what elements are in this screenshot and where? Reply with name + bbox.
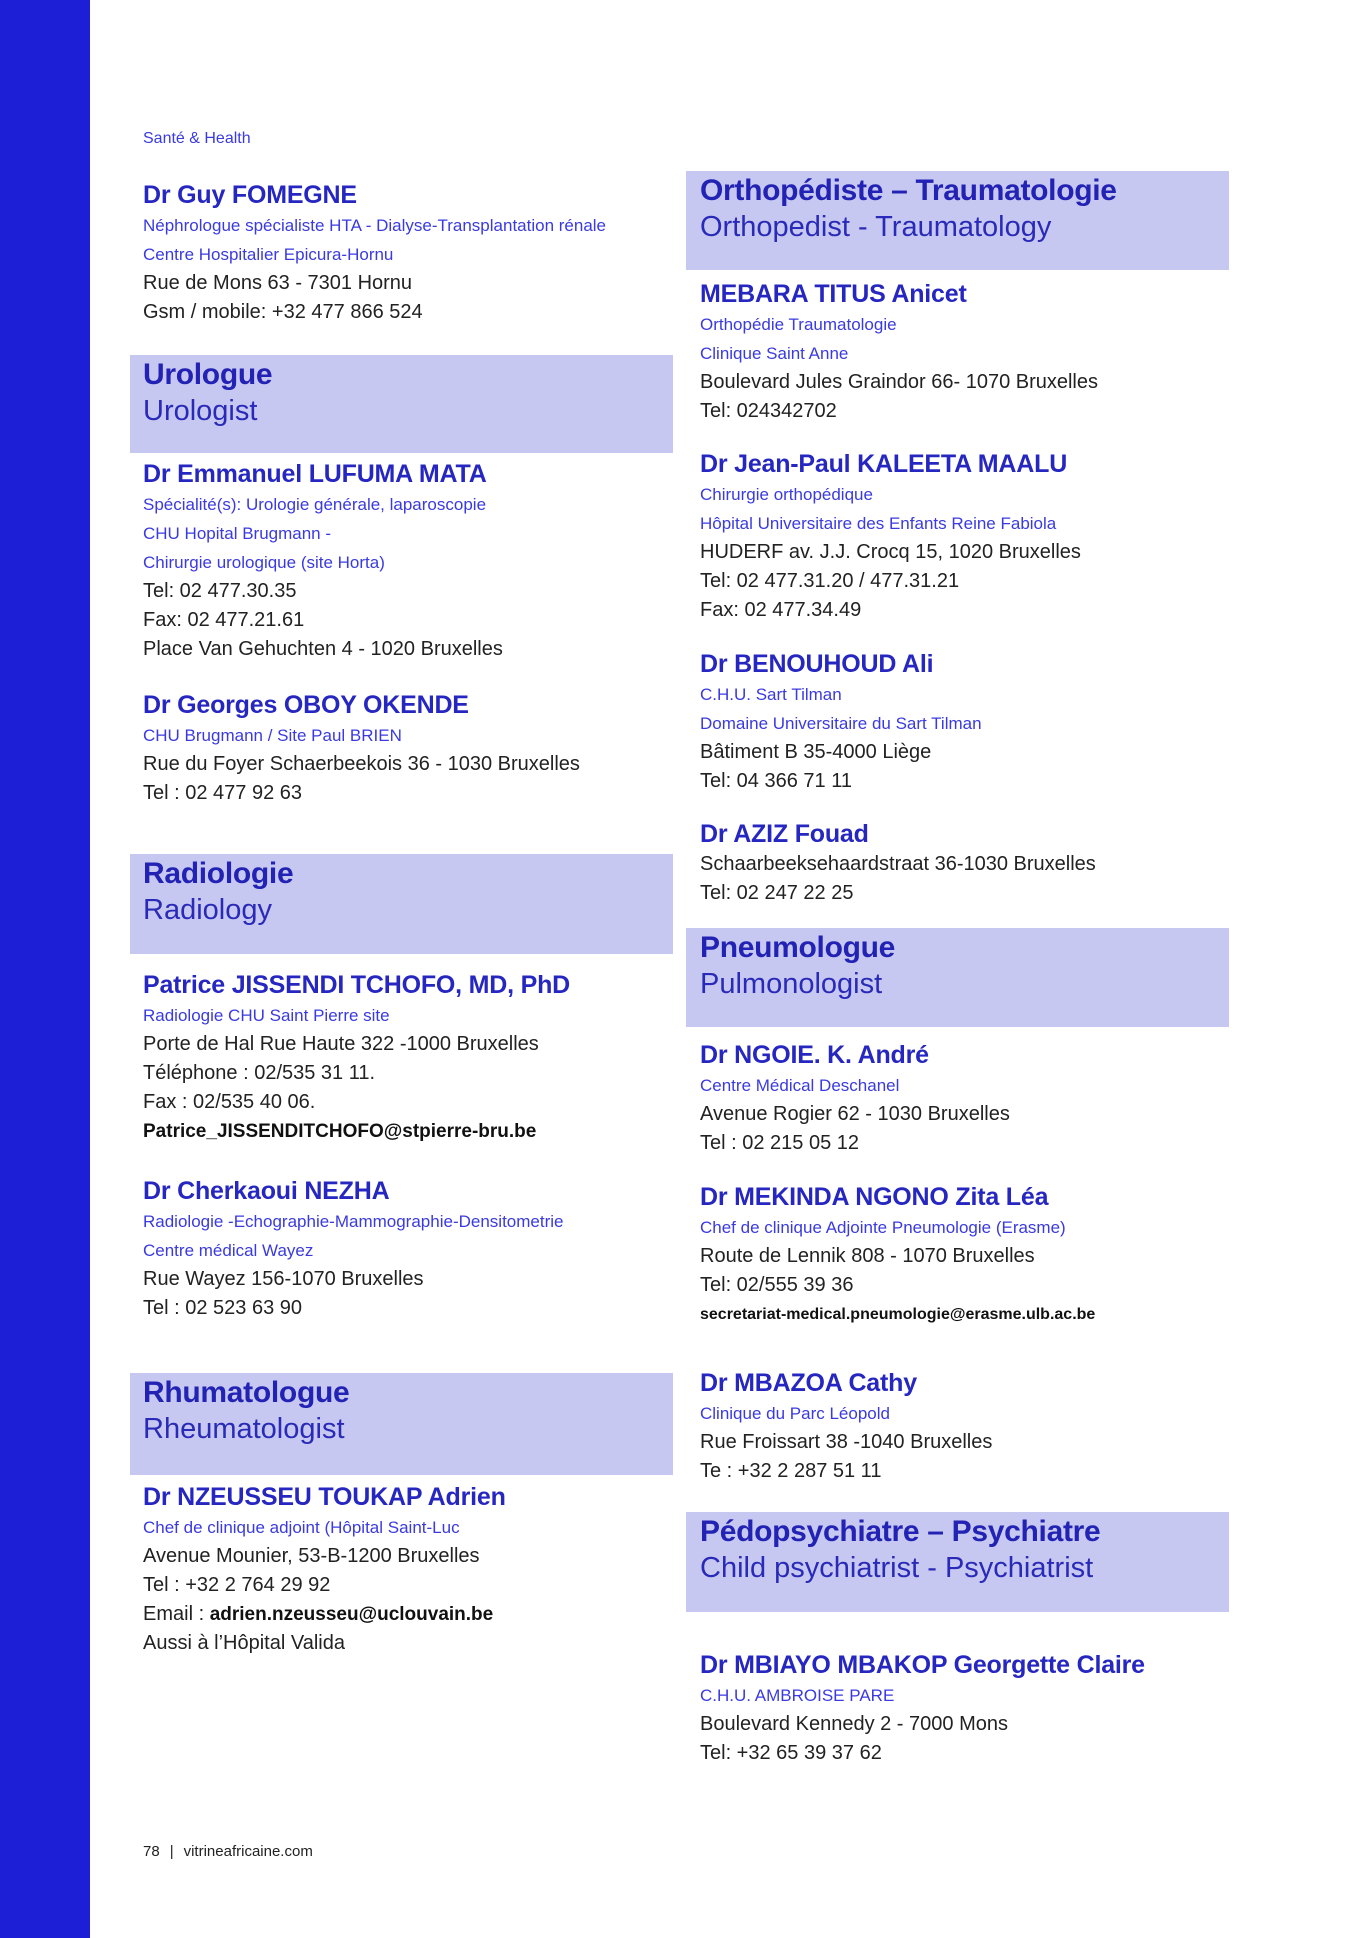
- section-subtitle: Rheumatologist: [143, 1413, 345, 1445]
- doctor-entry-lufuma: [143, 458, 671, 664]
- address-line: Rue Wayez 156-1070 Bruxelles: [143, 1268, 424, 1290]
- section-title: Pneumologue: [700, 931, 896, 964]
- doctor-name: Dr AZIZ Fouad: [700, 820, 869, 848]
- phone-line: Tel : 02 523 63 90: [143, 1297, 303, 1319]
- phone-line: Tel : 02 477 92 63: [143, 782, 303, 804]
- institution-line: CHU Hopital Brugmann -: [143, 524, 332, 543]
- specialty-line: Orthopédie Traumatologie: [700, 315, 897, 334]
- institution-line: C.H.U. AMBROISE PARE: [700, 1686, 895, 1705]
- section-header-urologue: [130, 355, 673, 453]
- institution-line: Chirurgie urologique (site Horta): [143, 553, 385, 572]
- doctor-name: Dr BENOUHOUD Ali: [700, 650, 934, 678]
- institution-line: C.H.U. Sart Tilman: [700, 685, 842, 704]
- phone-line: Te : +32 2 287 51 11: [700, 1460, 882, 1482]
- institution-line: Hôpital Universitaire des Enfants Reine Fabiola: [700, 514, 1057, 533]
- email-line: [143, 1600, 671, 1629]
- section-subtitle: Pulmonologist: [700, 968, 883, 1000]
- institution-line: Domaine Universitaire du Sart Tilman: [700, 714, 982, 733]
- doctor-name: Dr NZEUSSEU TOUKAP Adrien: [143, 1483, 506, 1511]
- footer-separator: |: [169, 1843, 174, 1860]
- doctor-entry-aziz: [700, 818, 1228, 908]
- specialty-line: Radiologie -Echographie-Mammographie-Densitometrie: [143, 1212, 564, 1231]
- specialty-line: Spécialité(s): Urologie générale, laparoscopie: [143, 495, 487, 514]
- doctor-name: Patrice JISSENDI TCHOFO, MD, PhD: [143, 971, 571, 999]
- fax-line: Fax : 02/535 40 06.: [143, 1091, 316, 1113]
- specialty-line: Chirurgie orthopédique: [700, 485, 873, 504]
- doctor-entry-mbazoa: [700, 1367, 1228, 1486]
- address-line: Rue de Mons 63 - 7301 Hornu: [143, 272, 413, 294]
- address-line: Avenue Mounier, 53-B-1200 Bruxelles: [143, 1545, 480, 1567]
- address-line: Rue Froissart 38 -1040 Bruxelles: [700, 1431, 993, 1453]
- institution-line: Centre médical Wayez: [143, 1241, 314, 1260]
- address-line: Porte de Hal Rue Haute 322 -1000 Bruxelles: [143, 1033, 539, 1055]
- doctor-name: Dr MEKINDA NGONO Zita Léa: [700, 1183, 1049, 1211]
- doctor-entry-fomegne: [143, 179, 671, 327]
- phone-line: Téléphone : 02/535 31 11.: [143, 1062, 376, 1084]
- section-title: Orthopédiste – Traumatologie: [700, 174, 1117, 207]
- doctor-name: Dr Georges OBOY OKENDE: [143, 691, 469, 719]
- doctor-name: MEBARA TITUS Anicet: [700, 280, 967, 308]
- phone-line: Tel: 04 366 71 11: [700, 770, 852, 792]
- address-line: Bâtiment B 35-4000 Liège: [700, 741, 932, 763]
- email: secretariat-medical.pneumologie@erasme.ulb.ac.be: [700, 1306, 1096, 1323]
- doctor-name: Dr Guy FOMEGNE: [143, 181, 357, 209]
- phone-line: Tel : 02 215 05 12: [700, 1132, 860, 1154]
- institution-line: Centre Médical Deschanel: [700, 1076, 900, 1095]
- address-line: Place Van Gehuchten 4 - 1020 Bruxelles: [143, 638, 503, 660]
- section-header-pneumologue: [686, 928, 1229, 1027]
- phone-line: Tel : +32 2 764 29 92: [143, 1574, 331, 1596]
- phone-line: Gsm / mobile: +32 477 866 524: [143, 301, 423, 323]
- phone-line: Tel: 024342702: [700, 400, 837, 422]
- footer-site: vitrineafricaine.com: [183, 1843, 313, 1860]
- address-line: Boulevard Jules Graindor 66- 1070 Bruxelles: [700, 371, 1098, 393]
- doctor-name: Dr NGOIE. K. André: [700, 1041, 929, 1069]
- institution-line: Radiologie CHU Saint Pierre site: [143, 1006, 390, 1025]
- doctor-name: Dr Jean-Paul KALEETA MAALU: [700, 450, 1068, 478]
- institution-line: Centre Hospitalier Epicura-Hornu: [143, 245, 394, 264]
- section-title: Radiologie: [143, 857, 294, 890]
- note-line: Aussi à l’Hôpital Valida: [143, 1632, 345, 1654]
- running-head: Santé & Health: [143, 130, 251, 147]
- phone-line: Tel: 02 477.31.20 / 477.31.21: [700, 570, 960, 592]
- phone-line: Tel: 02 477.30.35: [143, 580, 297, 602]
- phone-line: Tel: 02/555 39 36: [700, 1274, 854, 1296]
- phone-line: Tel: 02 247 22 25: [700, 882, 854, 904]
- email: adrien.nzeusseu@uclouvain.be: [209, 1604, 494, 1625]
- page-number: 78: [143, 1843, 160, 1860]
- specialty-line: Néphrologue spécialiste HTA - Dialyse-Transplantation rénale: [143, 216, 607, 235]
- section-title: Urologue: [143, 358, 273, 391]
- section-subtitle: Orthopedist - Traumatology: [700, 211, 1052, 243]
- fax-line: Fax: 02 477.34.49: [700, 599, 862, 621]
- section-title: Pédopsychiatre – Psychiatre: [700, 1515, 1101, 1548]
- section-header-rhumatologue: [130, 1373, 673, 1475]
- address-line: Route de Lennik 808 - 1070 Bruxelles: [700, 1245, 1035, 1267]
- blue-side-band: [0, 0, 90, 1938]
- address-line: Avenue Rogier 62 - 1030 Bruxelles: [700, 1103, 1010, 1125]
- page-footer: [143, 1842, 313, 1862]
- doctor-entry-jissendi: [143, 969, 671, 1146]
- doctor-name: Dr Emmanuel LUFUMA MATA: [143, 460, 487, 488]
- specialty-line: Chef de clinique Adjointe Pneumologie (Erasme): [700, 1218, 1066, 1237]
- doctor-entry-mebara: [700, 278, 1228, 426]
- section-header-pedopsychiatre: [686, 1512, 1229, 1612]
- section-subtitle: Radiology: [143, 894, 272, 926]
- doctor-entry-kaleeta: [700, 448, 1228, 625]
- phone-line: Tel: +32 65 39 37 62: [700, 1742, 882, 1764]
- doctor-name: Dr MBIAYO MBAKOP Georgette Claire: [700, 1651, 1145, 1679]
- doctor-name: Dr Cherkaoui NEZHA: [143, 1177, 390, 1205]
- doctor-entry-nzeusseu: [143, 1481, 671, 1658]
- section-header-radiologie: [130, 854, 673, 954]
- doctor-entry-mbiayo: [700, 1649, 1228, 1768]
- address-line: HUDERF av. J.J. Crocq 15, 1020 Bruxelles: [700, 541, 1081, 563]
- doctor-entry-benouhoud: [700, 648, 1228, 796]
- institution-line: CHU Brugmann / Site Paul BRIEN: [143, 726, 402, 745]
- doctor-entry-cherkaoui: [143, 1175, 671, 1323]
- institution-line: Clinique du Parc Léopold: [700, 1404, 890, 1423]
- section-title: Rhumatologue: [143, 1376, 350, 1409]
- institution-line: Chef de clinique adjoint (Hôpital Saint-Luc: [143, 1518, 460, 1537]
- email-label: Email :: [143, 1603, 210, 1625]
- doctor-entry-mekinda: [700, 1181, 1228, 1329]
- address-line: Schaarbeeksehaardstraat 36-1030 Bruxelles: [700, 853, 1096, 875]
- address-line: Boulevard Kennedy 2 - 7000 Mons: [700, 1713, 1008, 1735]
- doctor-entry-oboy: [143, 689, 671, 808]
- address-line: Rue du Foyer Schaerbeekois 36 - 1030 Bruxelles: [143, 753, 580, 775]
- section-header-orthopediste: [686, 171, 1229, 270]
- email: Patrice_JISSENDITCHOFO@stpierre-bru.be: [143, 1121, 537, 1142]
- doctor-name: Dr MBAZOA Cathy: [700, 1369, 917, 1397]
- doctor-entry-ngoie: [700, 1039, 1228, 1158]
- fax-line: Fax: 02 477.21.61: [143, 609, 305, 631]
- section-subtitle: Child psychiatrist - Psychiatrist: [700, 1552, 1094, 1584]
- institution-line: Clinique Saint Anne: [700, 344, 849, 363]
- section-subtitle: Urologist: [143, 395, 258, 427]
